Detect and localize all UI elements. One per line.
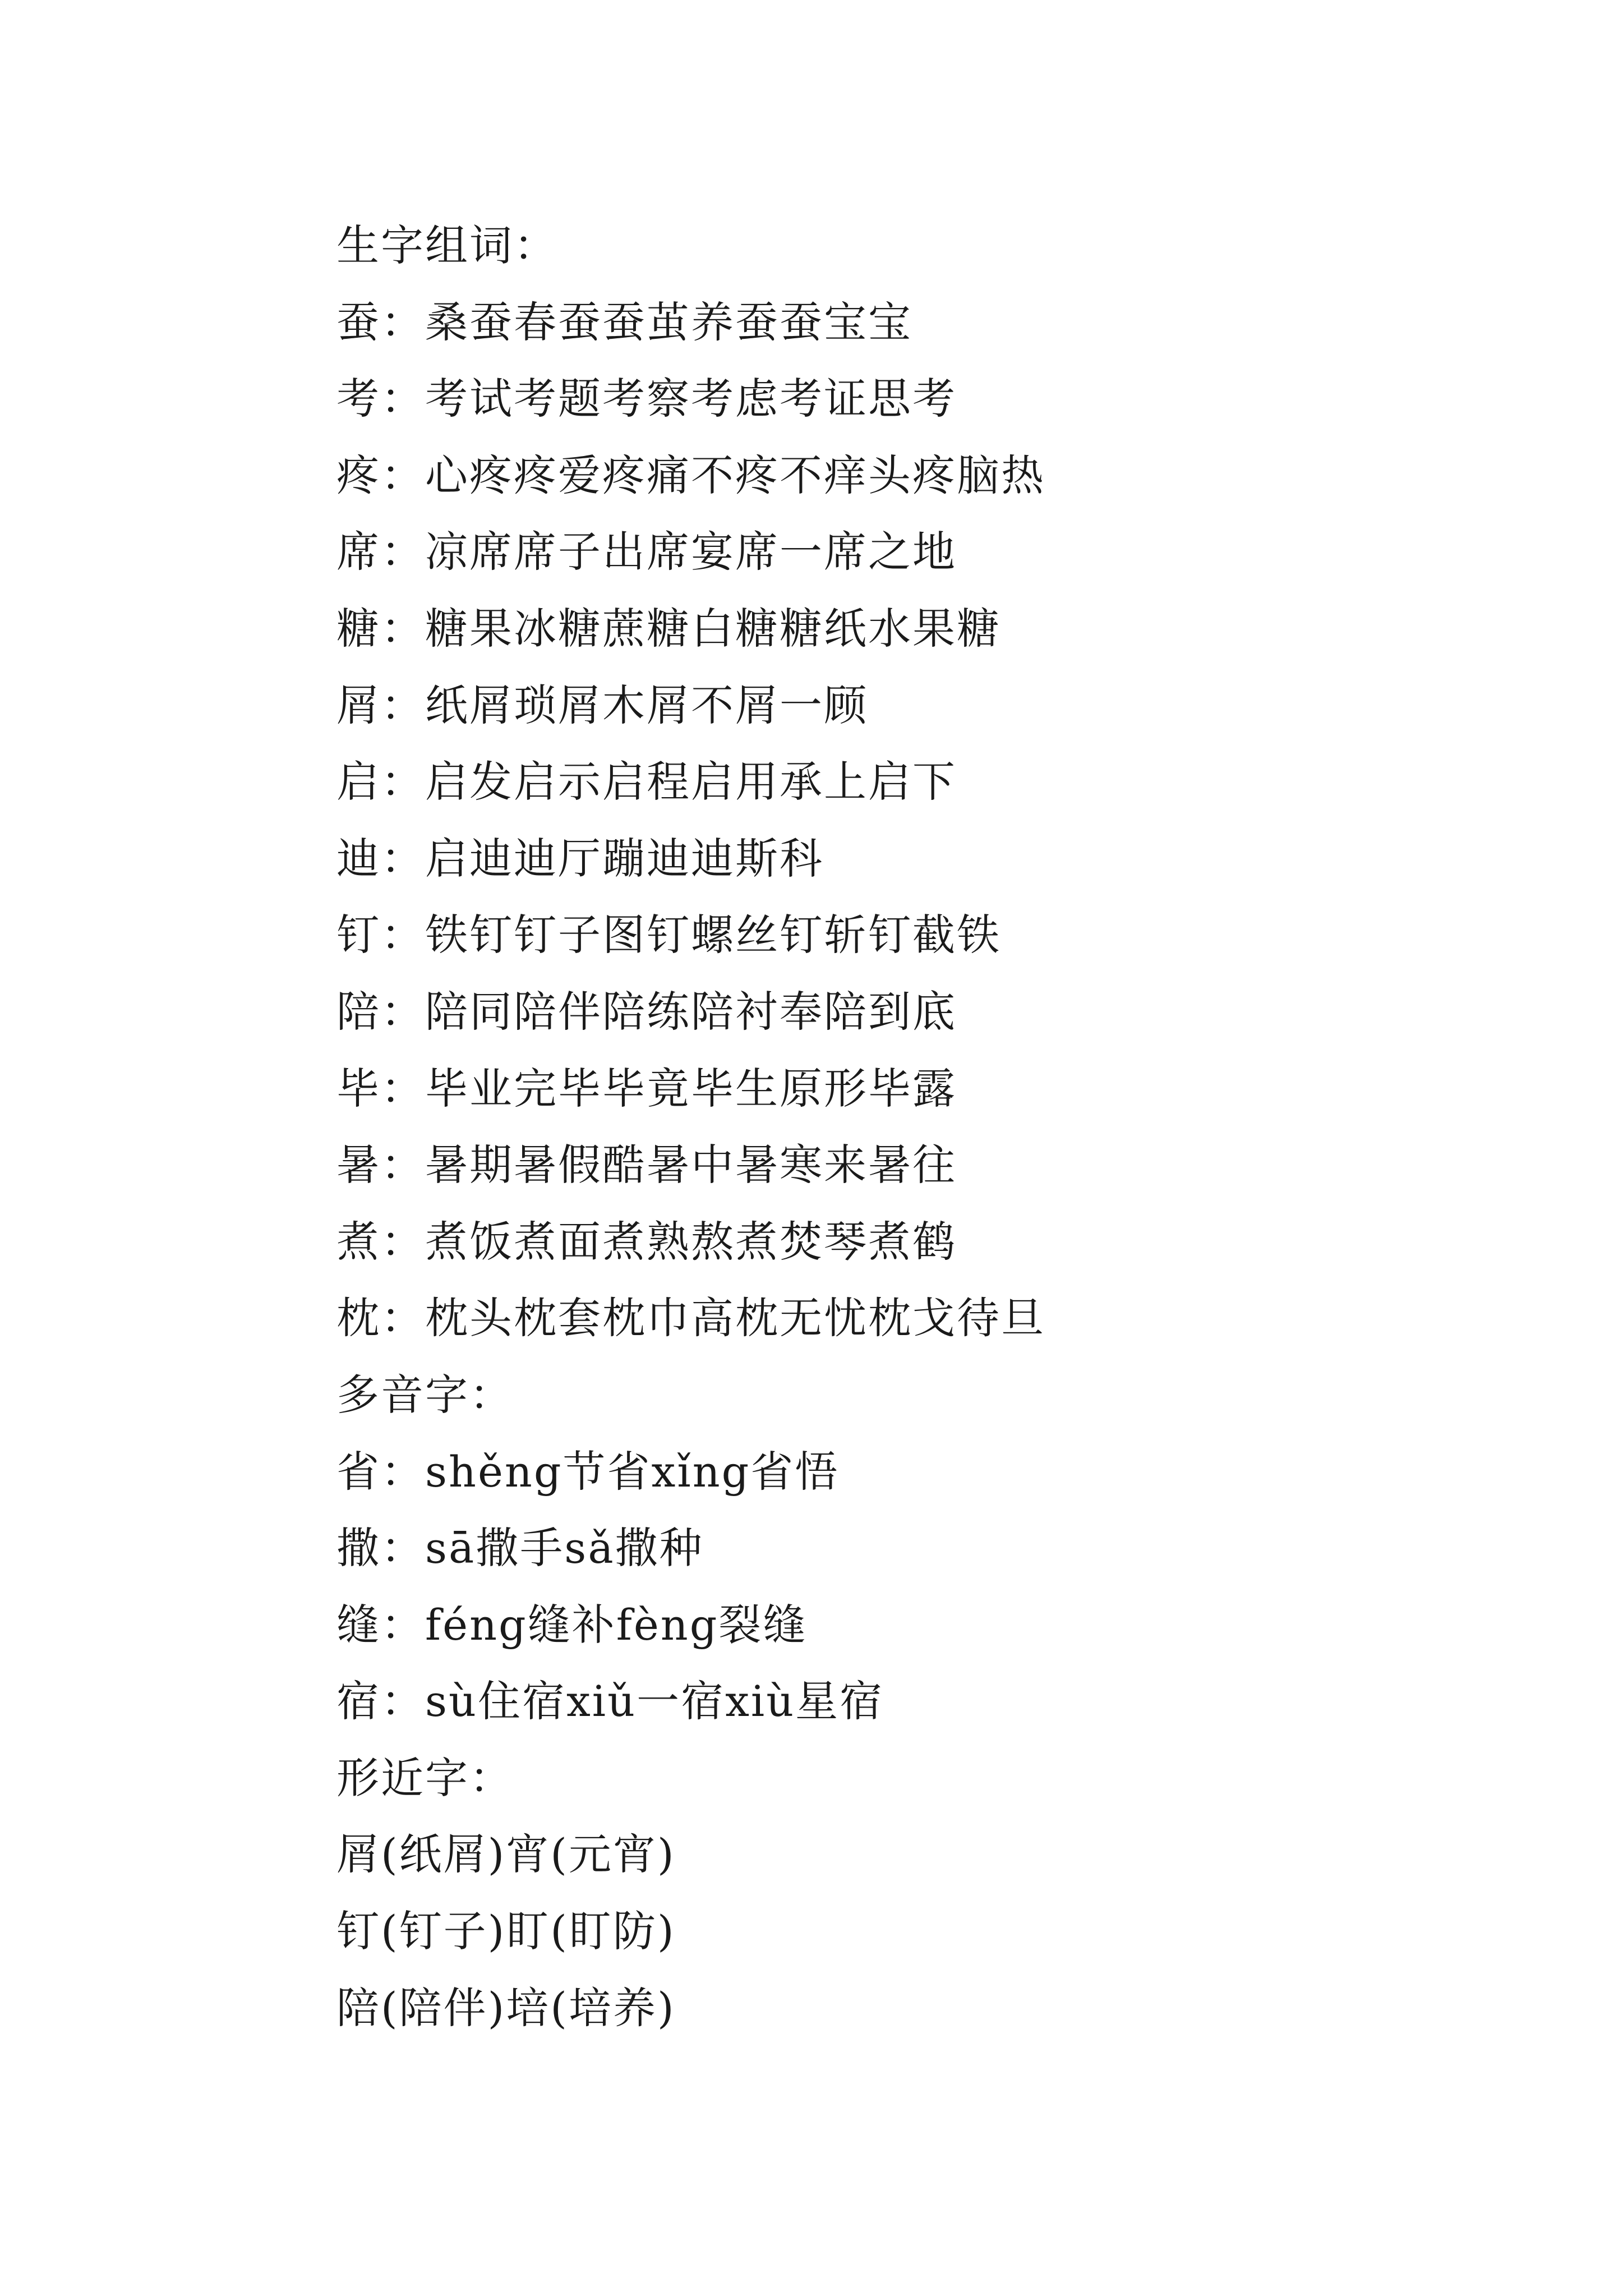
vocab-line-shu: 暑：暑期暑假酷暑中暑寒来暑往 — [336, 1140, 957, 1190]
document-body — [336, 208, 1458, 2046]
polyphone-line-sheng: 省：shěng节省xǐng省悟 — [336, 1446, 840, 1497]
vocab-line-bi: 毕：毕业完毕毕竟毕生原形毕露 — [336, 1063, 957, 1114]
similar-chars-line-ding: 钉(钉子)盯(盯防) — [336, 1906, 676, 1957]
vocab-line-di: 迪：启迪迪厅蹦迪迪斯科 — [336, 833, 824, 884]
vocab-line-tang: 糖：糖果冰糖蔗糖白糖糖纸水果糖 — [336, 603, 1001, 654]
vocab-line-zhu: 煮：煮饭煮面煮熟熬煮焚琴煮鹤 — [336, 1216, 957, 1267]
vocab-line-teng: 疼：心疼疼爱疼痛不疼不痒头疼脑热 — [336, 450, 1045, 500]
vocab-line-ding: 钉：铁钉钉子图钉螺丝钉斩钉截铁 — [336, 910, 1001, 960]
vocab-line-qi: 启：启发启示启程启用承上启下 — [336, 757, 957, 807]
polyphone-line-su: 宿：sù住宿xiǔ一宿xiù星宿 — [336, 1676, 884, 1727]
similar-chars-line-pei: 陪(陪伴)培(培养) — [336, 1982, 676, 2033]
vocab-line-can: 蚕：桑蚕春蚕蚕茧养蚕蚕宝宝 — [336, 297, 912, 347]
vocab-line-xi: 席：凉席席子出席宴席一席之地 — [336, 527, 957, 577]
vocab-line-kao: 考：考试考题考察考虑考证思考 — [336, 374, 957, 424]
vocab-line-pei: 陪：陪同陪伴陪练陪衬奉陪到底 — [336, 986, 957, 1037]
polyphone-line-feng: 缝：féng缝补fèng裂缝 — [336, 1599, 808, 1650]
section-heading-similar-chars: 形近字： — [336, 1752, 514, 1803]
section-heading-polyphones: 多音字： — [336, 1369, 514, 1420]
vocab-line-xie: 屑：纸屑琐屑木屑不屑一顾 — [336, 680, 868, 730]
polyphone-line-sa: 撒：sā撒手sǎ撒种 — [336, 1523, 704, 1573]
vocab-line-zhen: 枕：枕头枕套枕巾高枕无忧枕戈待旦 — [336, 1293, 1045, 1343]
section-heading-vocabulary: 生字组词： — [336, 220, 558, 270]
similar-chars-line-xie: 屑(纸屑)宵(元宵) — [336, 1829, 676, 1880]
